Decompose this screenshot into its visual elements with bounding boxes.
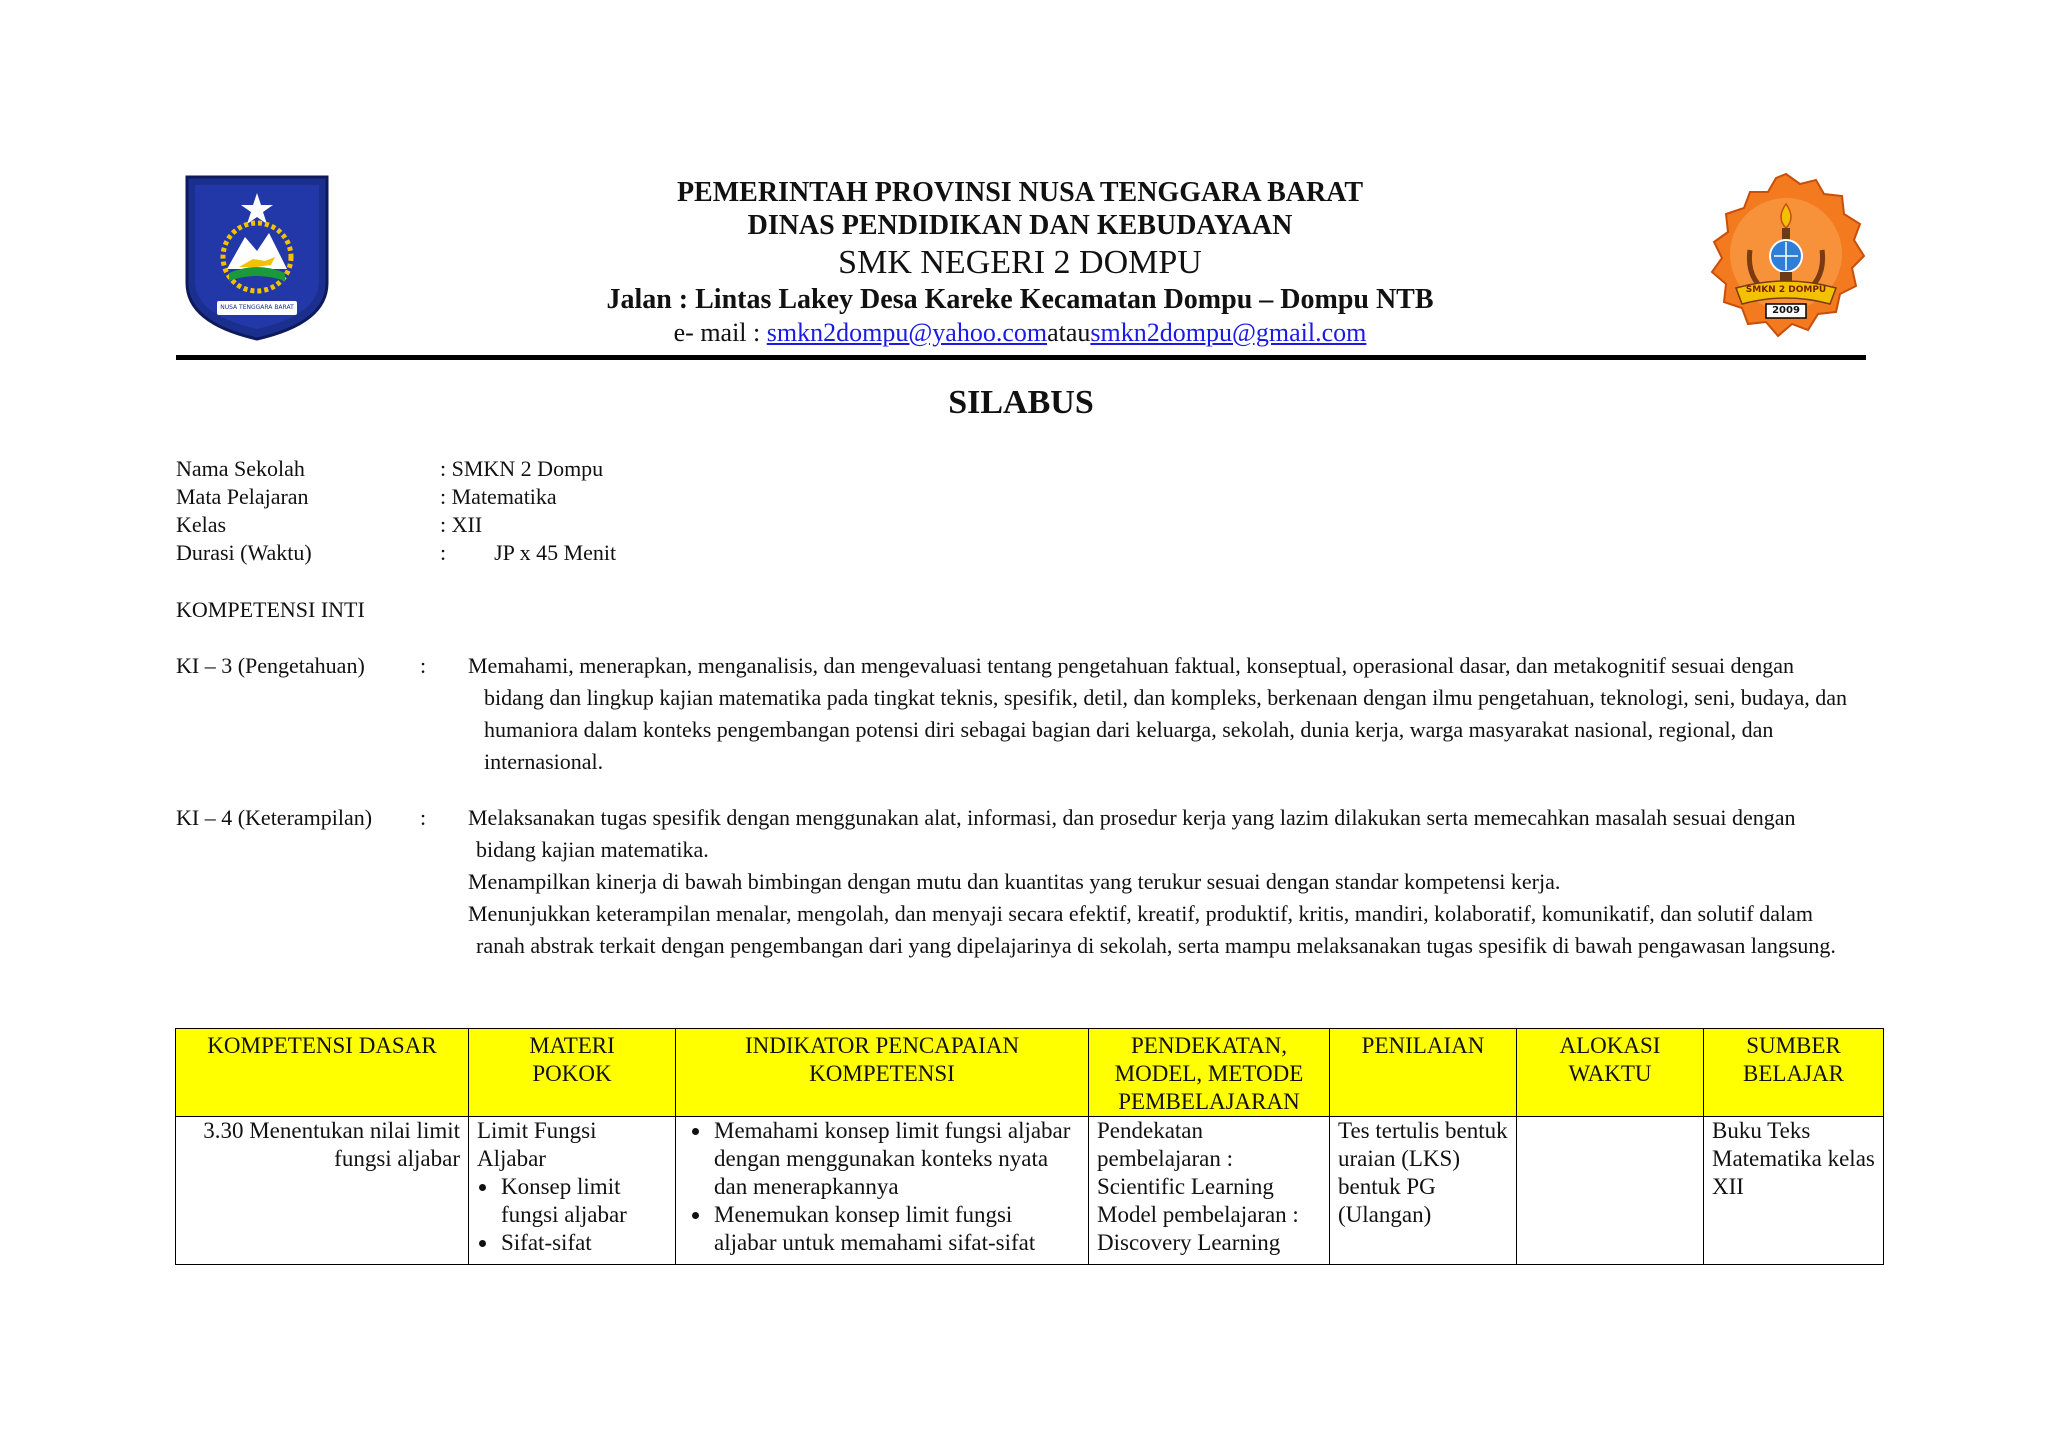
column-header: KOMPETENSI DASAR bbox=[176, 1029, 469, 1117]
info-label: Kelas bbox=[176, 512, 227, 537]
table-row bbox=[176, 1117, 1884, 1265]
indicator-bullet: • Memahami konsep limit fungsi aljabar dengan menggunakan konteks nyata dan menerapkannya bbox=[712, 1117, 1080, 1201]
cell-time-allocation bbox=[1517, 1117, 1704, 1265]
ntb-logo-banner-text: NUSA TENGGARA BARAT bbox=[220, 304, 294, 311]
info-label: Nama Sekolah bbox=[176, 456, 305, 481]
material-title: Limit Fungsi Aljabar bbox=[477, 1118, 597, 1171]
info-value: : SMKN 2 Dompu bbox=[440, 456, 604, 481]
ki3-label: KI – 3 (Pengetahuan) bbox=[176, 653, 365, 678]
core-competence-heading: KOMPETENSI INTI bbox=[176, 597, 365, 622]
header-government-line: PEMERINTAH PROVINSI NUSA TENGGARA BARAT bbox=[676, 177, 1364, 208]
column-header: INDIKATOR PENCAPAIAN KOMPETENSI bbox=[676, 1029, 1089, 1117]
column-header: ALOKASI WAKTU bbox=[1517, 1029, 1704, 1117]
cell-material bbox=[469, 1117, 676, 1265]
indicator-bullet: • Menemukan konsep limit fungsi aljabar untuk memahami sifat-sifat bbox=[712, 1201, 1080, 1257]
ki4-label: KI – 4 (Keterampilan) bbox=[176, 805, 373, 830]
email-gmail-link[interactable]: smkn2dompu@gmail.com bbox=[1090, 318, 1367, 347]
material-bullet: • Konsep limit fungsi aljabar bbox=[499, 1173, 667, 1229]
info-value: : XII bbox=[440, 512, 483, 537]
email-yahoo-link[interactable]: smkn2dompu@yahoo.com bbox=[766, 318, 1048, 347]
ki4-colon: : bbox=[420, 805, 427, 830]
cell-learning-source: Buku Teks Matematika kelas XII bbox=[1704, 1117, 1884, 1265]
header-school-name: SMK NEGERI 2 DOMPU bbox=[838, 244, 1202, 281]
email-separator: atau bbox=[1047, 318, 1091, 347]
info-row-class bbox=[176, 512, 482, 538]
ki4-paragraph: Menampilkan kinerja di bawah bimbingan dengan mutu dan kuantitas yang terukur sesuai dengan standar kompetensi kerja. bbox=[468, 869, 1561, 894]
ki4-paragraph: Melaksanakan tugas spesifik dengan menggunakan alat, informasi, dan prosedur kerja yang lazim dilakukan serta memecahkan masalah sesuai dengan bidang kajian matematika. bbox=[468, 805, 1796, 862]
material-bullet: • Sifat-sifat bbox=[499, 1229, 667, 1257]
logo-banner-text: SMKN 2 DOMPU bbox=[1745, 285, 1827, 295]
cell-assessment: Tes tertulis bentuk uraian (LKS) bentuk PG (Ulangan) bbox=[1330, 1117, 1517, 1265]
cell-basic-competence: 3.30 Menentukan nilai limit fungsi aljabar bbox=[176, 1117, 469, 1265]
column-header: PENILAIAN bbox=[1330, 1029, 1517, 1117]
column-header: SUMBER BELAJAR bbox=[1704, 1029, 1884, 1117]
table-header-row bbox=[176, 1029, 1884, 1117]
header-divider bbox=[176, 355, 1866, 360]
ki3-text: Memahami, menerapkan, menganalisis, dan mengevaluasi tentang pengetahuan faktual, konseptual, operasional dasar, dan metakognitif sesuai dengan bidang dan lingkup kajian matematika pada tingkat teknis, spesifik, detil, dan kompleks, berkenaan dengan ilmu pengetahuan, teknologi, seni, budaya, dan humaniora dalam konteks pengembangan potensi diri sebagai bagian dari keluarga, sekolah, dunia kerja, warga masyarakat nasional, regional, dan internasional. bbox=[468, 653, 1848, 774]
info-row-duration bbox=[176, 540, 616, 566]
info-row-subject bbox=[176, 484, 557, 510]
email-label: e- mail : bbox=[673, 318, 767, 347]
header-address: Jalan : Lintas Lakey Desa Kareke Kecamatan Dompu – Dompu NTB bbox=[606, 284, 1434, 315]
info-label: Mata Pelajaran bbox=[176, 484, 309, 509]
column-header: PENDEKATAN, MODEL, METODE PEMBELAJARAN bbox=[1089, 1029, 1330, 1117]
info-row-school bbox=[176, 456, 603, 482]
duration-value: JP x 45 Menit bbox=[494, 540, 617, 565]
info-label: Durasi (Waktu) bbox=[176, 540, 312, 565]
info-value: : bbox=[440, 540, 447, 565]
header-email-line bbox=[175, 318, 1865, 348]
syllabus-table bbox=[175, 1028, 1884, 1265]
ki4-paragraph: Menunjukkan keterampilan menalar, mengolah, dan menyaji secara efektif, kreatif, produktif, kritis, mandiri, kolaboratif, komunikatif, dan solutif dalam ranah abstrak terkait dengan pengembangan dari yang dipelajarinya di sekolah, serta mampu melaksanakan tugas spesifik di bawah pengawasan langsung. bbox=[468, 901, 1836, 958]
cell-indicators bbox=[676, 1117, 1089, 1265]
info-value: : Matematika bbox=[440, 484, 557, 509]
column-header: MATERI POKOK bbox=[469, 1029, 676, 1117]
cell-approach: Pendekatan pembelajaran : Scientific Learning Model pembelajaran : Discovery Learning bbox=[1089, 1117, 1330, 1265]
ki3-colon: : bbox=[420, 653, 427, 678]
document-title: SILABUS bbox=[948, 384, 1094, 421]
logo-year-text: 2009 bbox=[1772, 305, 1800, 316]
header-department-line: DINAS PENDIDIKAN DAN KEBUDAYAAN bbox=[747, 210, 1293, 241]
